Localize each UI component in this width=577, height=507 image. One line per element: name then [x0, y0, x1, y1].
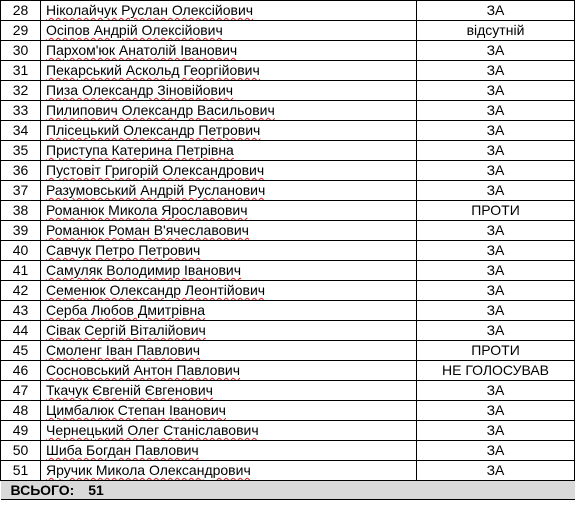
- vote-result: ЗА: [417, 161, 575, 181]
- deputy-name: Савчук Петро Петрович: [41, 241, 417, 261]
- table-row: [1, 461, 575, 481]
- vote-result: ЗА: [417, 421, 575, 441]
- row-number: 31: [1, 61, 41, 81]
- deputy-name: Ніколайчук Руслан Олексійович: [41, 1, 417, 21]
- vote-result: ЗА: [417, 121, 575, 141]
- vote-result: ЗА: [417, 301, 575, 321]
- vote-result: ЗА: [417, 441, 575, 461]
- row-number: 42: [1, 281, 41, 301]
- deputy-name: Приступа Катерина Петрівна: [41, 141, 417, 161]
- row-number: 35: [1, 141, 41, 161]
- deputy-name: Романюк Микола Ярославович: [41, 201, 417, 221]
- deputy-name: Чернецький Олег Станіславович: [41, 421, 417, 441]
- row-number: 40: [1, 241, 41, 261]
- deputy-name: Пекарський Аскольд Георгійович: [41, 61, 417, 81]
- row-number: 47: [1, 381, 41, 401]
- table-row: [1, 201, 575, 221]
- table-row: [1, 141, 575, 161]
- vote-result: ЗА: [417, 381, 575, 401]
- table-row: [1, 121, 575, 141]
- table-row: [1, 1, 575, 21]
- vote-result: ЗА: [417, 321, 575, 341]
- row-number: 28: [1, 1, 41, 21]
- deputy-name: Смоленг Іван Павлович: [41, 341, 417, 361]
- table-row: [1, 61, 575, 81]
- total-cell: [1, 481, 575, 500]
- deputy-name: Осіпов Андрій Олексійович: [41, 21, 417, 41]
- deputy-name: Романюк Роман В'ячеславович: [41, 221, 417, 241]
- row-number: 45: [1, 341, 41, 361]
- deputy-name: Разумовський Андрій Русланович: [41, 181, 417, 201]
- deputy-name: Пиза Олександр Зіновійович: [41, 81, 417, 101]
- table-row: [1, 401, 575, 421]
- deputy-name: Пилипович Олександр Васильович: [41, 101, 417, 121]
- table-row: [1, 161, 575, 181]
- deputy-name: Шиба Богдан Павлович: [41, 441, 417, 461]
- vote-result: ЗА: [417, 81, 575, 101]
- vote-result: НЕ ГОЛОСУВАВ: [417, 361, 575, 381]
- row-number: 41: [1, 261, 41, 281]
- vote-result: ЗА: [417, 281, 575, 301]
- vote-result: ПРОТИ: [417, 201, 575, 221]
- row-number: 32: [1, 81, 41, 101]
- vote-result: ЗА: [417, 181, 575, 201]
- vote-result: ЗА: [417, 61, 575, 81]
- vote-result: ЗА: [417, 461, 575, 481]
- deputy-name: Сівак Сергій Віталійович: [41, 321, 417, 341]
- table-row: [1, 281, 575, 301]
- row-number: 29: [1, 21, 41, 41]
- row-number: 33: [1, 101, 41, 121]
- table-row: [1, 301, 575, 321]
- row-number: 34: [1, 121, 41, 141]
- deputy-name: Семенюк Олександр Леонтійович: [41, 281, 417, 301]
- table-row: [1, 381, 575, 401]
- vote-result: ЗА: [417, 241, 575, 261]
- deputy-name: Самуляк Володимир Іванович: [41, 261, 417, 281]
- table-row: [1, 81, 575, 101]
- vote-result: відсутній: [417, 21, 575, 41]
- row-number: 50: [1, 441, 41, 461]
- row-number: 49: [1, 421, 41, 441]
- table-row: [1, 181, 575, 201]
- deputy-name: Яручик Микола Олександрович: [41, 461, 417, 481]
- vote-result: ЗА: [417, 1, 575, 21]
- table-row: [1, 41, 575, 61]
- table-row: [1, 441, 575, 461]
- vote-result: ПРОТИ: [417, 341, 575, 361]
- deputy-name: Цимбалюк Степан Іванович: [41, 401, 417, 421]
- row-number: 51: [1, 461, 41, 481]
- voting-table-body: [1, 1, 575, 481]
- row-number: 46: [1, 361, 41, 381]
- vote-result: ЗА: [417, 141, 575, 161]
- table-row: [1, 221, 575, 241]
- deputy-name: Серба Любов Дмитрівна: [41, 301, 417, 321]
- deputy-name: Ткачук Євгеній Євгенович: [41, 381, 417, 401]
- deputy-name: Плісецький Олександр Петрович: [41, 121, 417, 141]
- row-number: 36: [1, 161, 41, 181]
- deputy-name: Пархом'юк Анатолій Іванович: [41, 41, 417, 61]
- vote-result: ЗА: [417, 101, 575, 121]
- table-row: [1, 321, 575, 341]
- table-row: [1, 421, 575, 441]
- row-number: 39: [1, 221, 41, 241]
- row-number: 48: [1, 401, 41, 421]
- row-number: 30: [1, 41, 41, 61]
- row-number: 38: [1, 201, 41, 221]
- total-label: ВСЬОГО:: [10, 482, 75, 498]
- row-number: 43: [1, 301, 41, 321]
- vote-result: ЗА: [417, 41, 575, 61]
- vote-result: ЗА: [417, 261, 575, 281]
- deputy-name: Сосновський Антон Павлович: [41, 361, 417, 381]
- table-row: [1, 361, 575, 381]
- table-row: [1, 101, 575, 121]
- total-row: [1, 481, 575, 500]
- row-number: 44: [1, 321, 41, 341]
- vote-result: ЗА: [417, 221, 575, 241]
- deputy-name: Пустовіт Григорій Олександрович: [41, 161, 417, 181]
- row-number: 37: [1, 181, 41, 201]
- table-row: [1, 341, 575, 361]
- table-row: [1, 261, 575, 281]
- vote-result: ЗА: [417, 401, 575, 421]
- table-row: [1, 21, 575, 41]
- total-value: 51: [88, 482, 104, 498]
- table-row: [1, 241, 575, 261]
